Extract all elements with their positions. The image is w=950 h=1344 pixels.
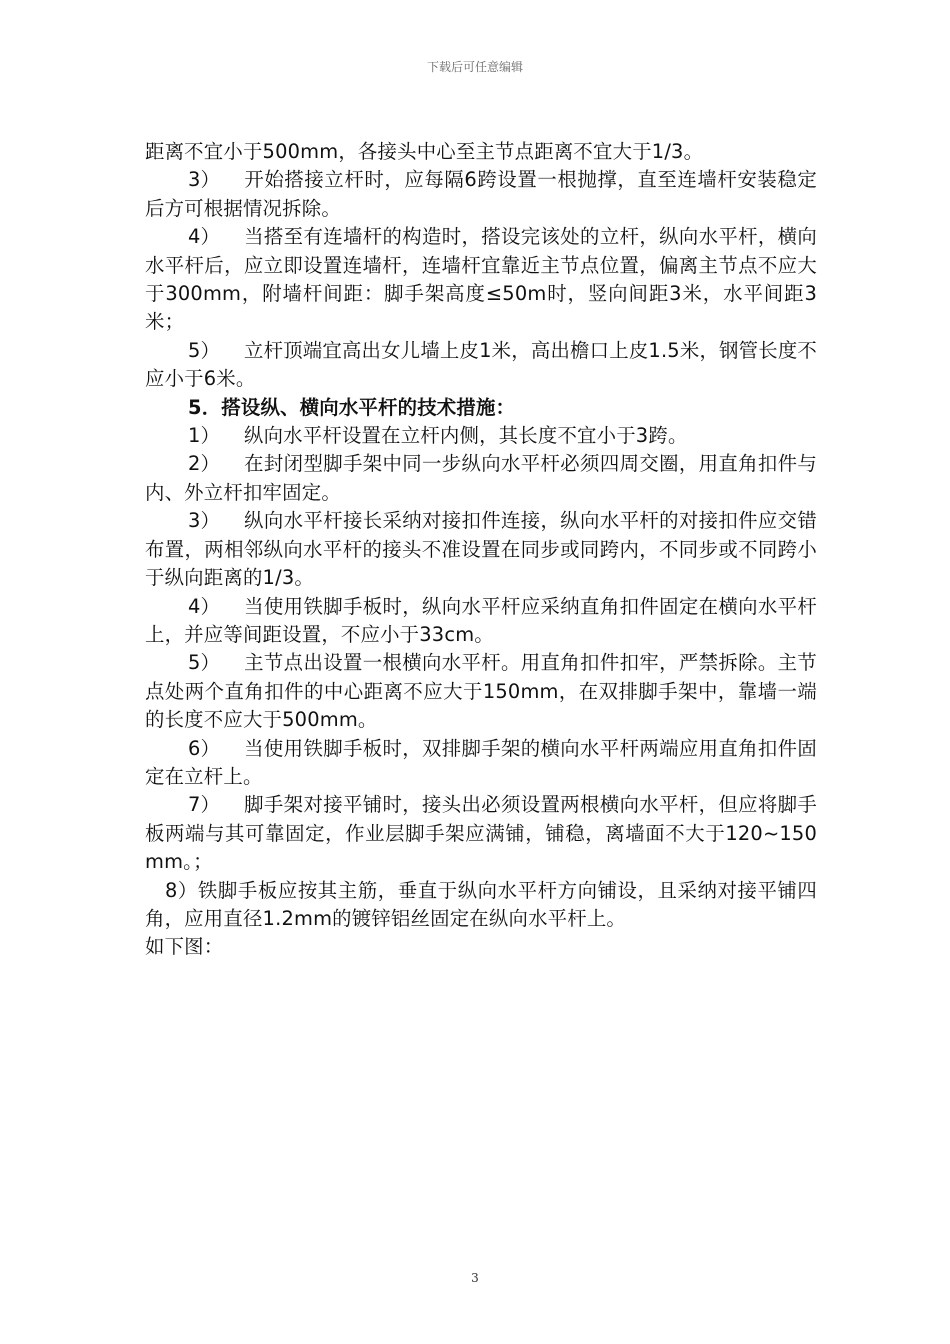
list-number: 5）: [188, 338, 221, 362]
list-number: 5）: [188, 651, 221, 675]
page-number: 3: [471, 1271, 479, 1285]
list-item-1: [145, 422, 817, 450]
list-item-4b: [145, 593, 817, 650]
figure-intro: 如下图：: [145, 935, 224, 959]
list-item-2: [145, 450, 817, 507]
document-body: [145, 138, 817, 962]
list-number: 4）: [188, 225, 221, 249]
page-header: 下载后可任意编辑: [426, 60, 523, 74]
list-item-3: [145, 166, 817, 223]
list-item-8: 8）铁脚手板应按其主筋，垂直于纵向水平杆方向铺设，且采纳对接平铺四角，应用直径1.2mm的镀锌铝丝固定在纵向水平杆上。: [145, 878, 817, 930]
paragraph-text: 纵向水平杆设置在立杆内侧，其长度不宜小于3跨。: [244, 424, 688, 448]
list-item-6: [145, 735, 817, 792]
paragraph-text: 主节点出设置一根横向水平杆。用直角扣件扣牢，严禁拆除。主节点处两个直角扣件的中心距离不应大于150mm，在双排脚手架中，靠墙一端的长度不应大于500mm。: [145, 651, 817, 732]
paragraph-text: 立杆顶端宜高出女儿墙上皮1米，高出檐口上皮1.5米，钢管长度不应小于6米。: [145, 338, 817, 391]
list-item-7: [145, 791, 817, 876]
list-number: 6）: [188, 736, 221, 760]
paragraph-text: 当使用铁脚手板时，纵向水平杆应采纳直角扣件固定在横向水平杆上，并应等间距设置，不应小于33cm。: [145, 594, 817, 646]
paragraph-text: 在封闭型脚手架中同一步纵向水平杆必须四周交圈，用直角扣件与内、外立杆扣牢固定。: [145, 452, 817, 504]
list-number: 1）: [188, 424, 221, 448]
list-number: 7）: [188, 793, 221, 817]
paragraph-text: 脚手架对接平铺时，接头出必须设置两根横向水平杆，但应将脚手板两端与其可靠固定，作业层脚手架应满铺，铺稳，离墙面不大于120~150mm。；: [145, 793, 817, 874]
list-item-5b: [145, 649, 817, 734]
paragraph-continuation: [145, 138, 817, 166]
paragraph-text: 纵向水平杆接长采纳对接扣件连接，纵向水平杆的对接扣件应交错布置，两相邻纵向水平杆的接头不准设置在同步或同跨内，不同步或不同跨小于纵向距离的1/3。: [145, 509, 817, 590]
list-number: 3）: [188, 168, 221, 192]
paragraph-text: 开始搭接立杆时，应每隔6跨设置一根抛撑，直至连墙杆安装稳定后方可根据情况拆除。: [145, 168, 817, 220]
list-item-4: [145, 223, 817, 337]
paragraph-text: 当搭至有连墙杆的构造时，搭设完该处的立杆，纵向水平杆，横向水平杆后，应立即设置连墙杆，连墙杆宜靠近主节点位置，偏离主节点不应大于300mm，附墙杆间距：脚手架高度≤50m时，竖向间距3米，水平间距3米；: [145, 225, 817, 334]
list-item-5: [145, 337, 817, 394]
section-heading: 5．搭设纵、横向水平杆的技术措施：: [188, 395, 516, 419]
paragraph-text: 当使用铁脚手板时，双排脚手架的横向水平杆两端应用直角扣件固定在立杆上。: [145, 736, 817, 788]
list-item-3b: [145, 507, 817, 592]
list-number: 4）: [188, 594, 221, 618]
paragraph-text: 距离不宜小于500mm，各接头中心至主节点距离不宜大于1/3。: [145, 140, 704, 163]
list-number: 3）: [188, 509, 221, 533]
list-number: 2）: [188, 452, 221, 476]
